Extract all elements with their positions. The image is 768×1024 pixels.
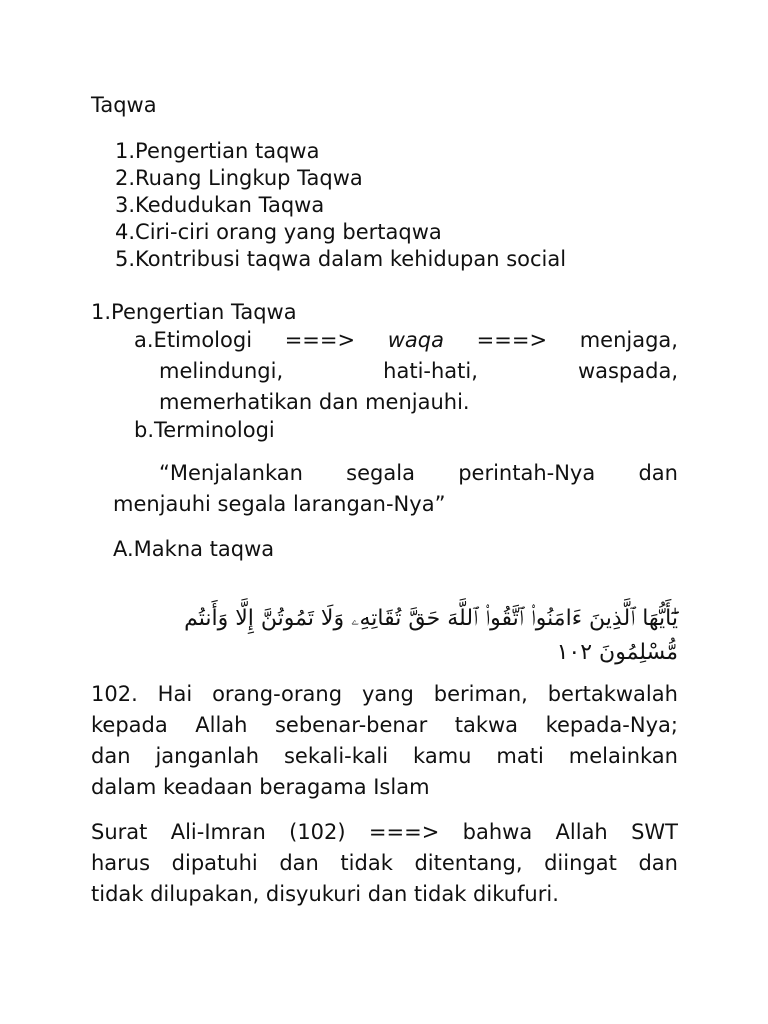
word: bertakwalah	[547, 682, 678, 706]
conclusion-line-1	[91, 820, 678, 844]
word: segala	[346, 461, 415, 485]
word: hati-hati,	[383, 359, 478, 383]
toc-item-2: 2.Ruang Lingkup Taqwa	[115, 166, 363, 190]
word: janganlah	[155, 744, 260, 768]
word: dan	[638, 851, 678, 875]
word: dan	[638, 461, 678, 485]
word: Allah	[555, 820, 608, 844]
word: bahwa	[462, 820, 533, 844]
quote-line-2: menjauhi segala larangan-Nya”	[113, 492, 446, 516]
word: Allah	[195, 713, 248, 737]
word: ditentang,	[414, 851, 523, 875]
translation-line-1	[91, 682, 678, 706]
toc-item-1: 1.Pengertian taqwa	[115, 139, 320, 163]
word: dan	[91, 744, 131, 768]
word: mati	[496, 744, 544, 768]
word: dipatuhi	[171, 851, 258, 875]
word: melindungi,	[159, 359, 284, 383]
word: Ali-Imran	[170, 820, 266, 844]
translation-line-3	[91, 744, 678, 768]
word: 102.	[91, 682, 138, 706]
word: diingat	[544, 851, 617, 875]
etimologi-label: a.Etimologi	[134, 328, 253, 352]
word: kepada	[91, 713, 168, 737]
word: Surat	[91, 820, 148, 844]
toc-item-4: 4.Ciri-ciri orang yang bertaqwa	[115, 220, 442, 244]
terminologi-label: b.Terminologi	[134, 418, 275, 442]
translation-line-4: dalam keadaan beragama Islam	[91, 775, 430, 799]
quote-line-1	[159, 461, 678, 485]
word: kepada-Nya;	[545, 713, 678, 737]
word: sebenar-benar	[274, 713, 428, 737]
conclusion-line-2	[91, 851, 678, 875]
word: takwa	[454, 713, 519, 737]
etimologi-line-1	[134, 328, 678, 352]
etimologi-line-3: memerhatikan dan menjauhi.	[159, 390, 470, 414]
word: “Menjalankan	[159, 461, 303, 485]
section-heading: 1.Pengertian Taqwa	[91, 300, 297, 324]
word: waspada,	[577, 359, 678, 383]
makna-heading: A.Makna taqwa	[113, 537, 275, 561]
conclusion-line-3: tidak dilupakan, disyukuri dan tidak dikufuri.	[91, 882, 559, 906]
word: SWT	[631, 820, 678, 844]
word: kamu	[413, 744, 472, 768]
toc-item-5: 5.Kontribusi taqwa dalam kehidupan social	[115, 247, 567, 271]
etimologi-line-2	[159, 359, 678, 383]
word: orang-orang	[212, 682, 343, 706]
arabic-verse-line-2: مُّسْلِمُونَ ١٠٢	[556, 640, 678, 665]
document-title: Taqwa	[91, 93, 157, 117]
toc-item-3: 3.Kedudukan Taqwa	[115, 193, 325, 217]
arabic-verse-line-1: يَٰٓأَيُّهَا ٱلَّذِينَ ءَامَنُوا۟ ٱتَّقُوا۟ ٱللَّهَ حَقَّ تُقَاتِهِۦ وَلَا تَمُوتُنَّ إِلَّا وَأَنتُم	[184, 606, 678, 631]
arrow-text: ===>	[284, 328, 356, 352]
arrow-text: ===>	[476, 328, 548, 352]
word: tidak	[340, 851, 393, 875]
word: ===>	[368, 820, 440, 844]
word: (102)	[289, 820, 346, 844]
word: beriman,	[433, 682, 528, 706]
word: melainkan	[568, 744, 678, 768]
term-waqa: waqa	[387, 328, 444, 352]
word: perintah-Nya	[458, 461, 596, 485]
word: menjaga,	[579, 328, 678, 352]
translation-line-2	[91, 713, 678, 737]
word: harus	[91, 851, 151, 875]
word: Hai	[157, 682, 193, 706]
word: sekali-kali	[283, 744, 389, 768]
word: dan	[279, 851, 319, 875]
word: yang	[361, 682, 414, 706]
